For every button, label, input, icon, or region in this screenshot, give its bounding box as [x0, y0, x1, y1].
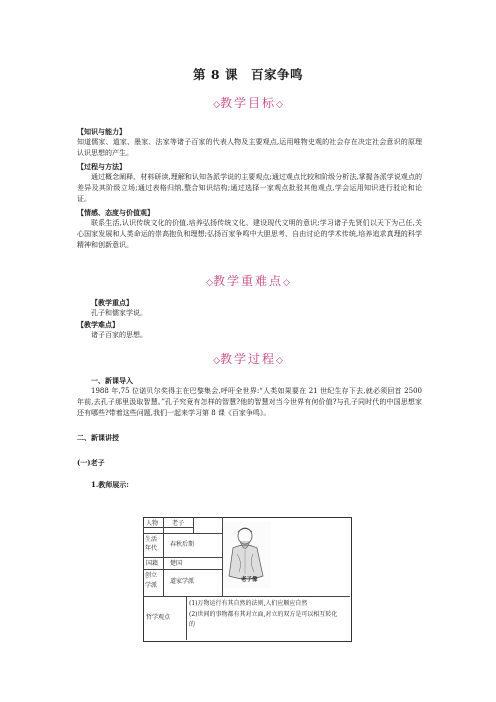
portrait-caption: 老子像	[241, 577, 258, 583]
table-cell-label: 人物	[146, 520, 159, 527]
emotion-heading: 【情感、态度与价值观】	[77, 208, 154, 217]
difficulty-body: 诸子百家的思想。	[91, 331, 147, 339]
diamond-icon: ◇	[276, 356, 283, 366]
section-heading-objectives	[0, 94, 496, 111]
focus-body: 孔子和儒家学说。	[91, 309, 147, 317]
focus-heading: 【教学重点】	[91, 298, 133, 307]
method-heading: 【过程与方法】	[77, 162, 126, 171]
knowledge-heading: 【知识与能力】	[77, 127, 126, 136]
section-heading-process	[0, 350, 496, 367]
table-cell-value: (2)世间的事物都有其对立面,对立的双方是可以相互转化的	[189, 611, 338, 628]
table-cell-value: 老子	[172, 520, 185, 527]
diamond-icon: ◇	[213, 100, 220, 110]
table-rule	[143, 533, 222, 534]
part-lecture-heading: 二、新课讲授	[77, 433, 119, 442]
table-rule	[186, 596, 187, 640]
table-cell-label: 创立学派	[145, 572, 158, 589]
table-rule	[193, 517, 194, 533]
item-teacher-display: 1.教师展示:	[91, 480, 129, 489]
table-cell-value: (1)万物运行有其自然的法则,人们应顺应自然	[189, 600, 308, 607]
laozi-portrait	[223, 522, 271, 588]
section-heading-process-text: 教学过程	[219, 352, 276, 366]
section-heading-keypoints	[0, 272, 496, 289]
table-cell-value: 春秋后期	[170, 541, 195, 548]
diamond-icon: ◇	[213, 356, 220, 366]
table-rule	[143, 596, 350, 597]
table-rule	[163, 517, 164, 596]
table-cell-label: 哲学观点	[146, 614, 171, 621]
diamond-icon: ◇	[276, 100, 283, 110]
difficulty-heading: 【教学难点】	[77, 320, 119, 329]
section-heading-keypoints-text: 教学重难点	[212, 274, 283, 288]
lesson-title: 第 8 课 百家争鸣	[193, 67, 303, 82]
method-body: 通过概念阐释、材料研读,理解和认知各派学说的主要观点;通过观点比较和阶级分析法,掌握各派学说观点的差异及其阶级立场;通过表格归纳,整合知识结构;通过选择一家观点批驳其他观点,学会运用知识进行驳论和论证。	[77, 173, 422, 204]
emotion-body: 联系生活,认识传统文化的价值,培养弘扬传统文化、建设现代文明的意识;学习诸子先贤们以天下为己任,关心国家发展和人类命运的崇高抱负和理想;弘扬百家争鸣中大胆思考、自由讨论的学术传统,培养追求真理的科学精神和创新意识。	[77, 219, 422, 250]
subsection-laozi: (一)老子	[77, 458, 105, 467]
table-cell-label: 国籍	[146, 560, 159, 567]
table-cell-label: 生活年代	[145, 536, 158, 552]
table-cell-value: 楚国	[170, 560, 183, 567]
diamond-icon: ◇	[283, 278, 290, 288]
diamond-icon: ◇	[206, 278, 213, 288]
table-cell-value: 道家学派	[170, 578, 195, 585]
table-rule	[143, 569, 222, 570]
part-intro-heading: 一、新课导入	[91, 376, 133, 385]
section-heading-objectives-text: 教学目标	[219, 96, 276, 110]
table-rule	[143, 557, 222, 558]
knowledge-body: 知道儒家、道家、墨家、法家等诸子百家的代表人物及主要观点,运用唯物史观的社会存在决定社会意识的原理认识思想的产生。	[77, 138, 422, 158]
intro-paragraph: 1988 年,75 位诺贝尔奖得主在巴黎集会,呼吁全世界:“人类如果要在 21 世纪生存下去,就必须回首 2500 年前,去孔子那里汲取智慧。”孔子究竟有怎样的智慧?他的智慧对当今世界有何价值?与孔子同时代的中国思想家还有哪些?带着这些问题,我们一起来学习第 8 课《百家争鸣》。	[77, 387, 422, 418]
